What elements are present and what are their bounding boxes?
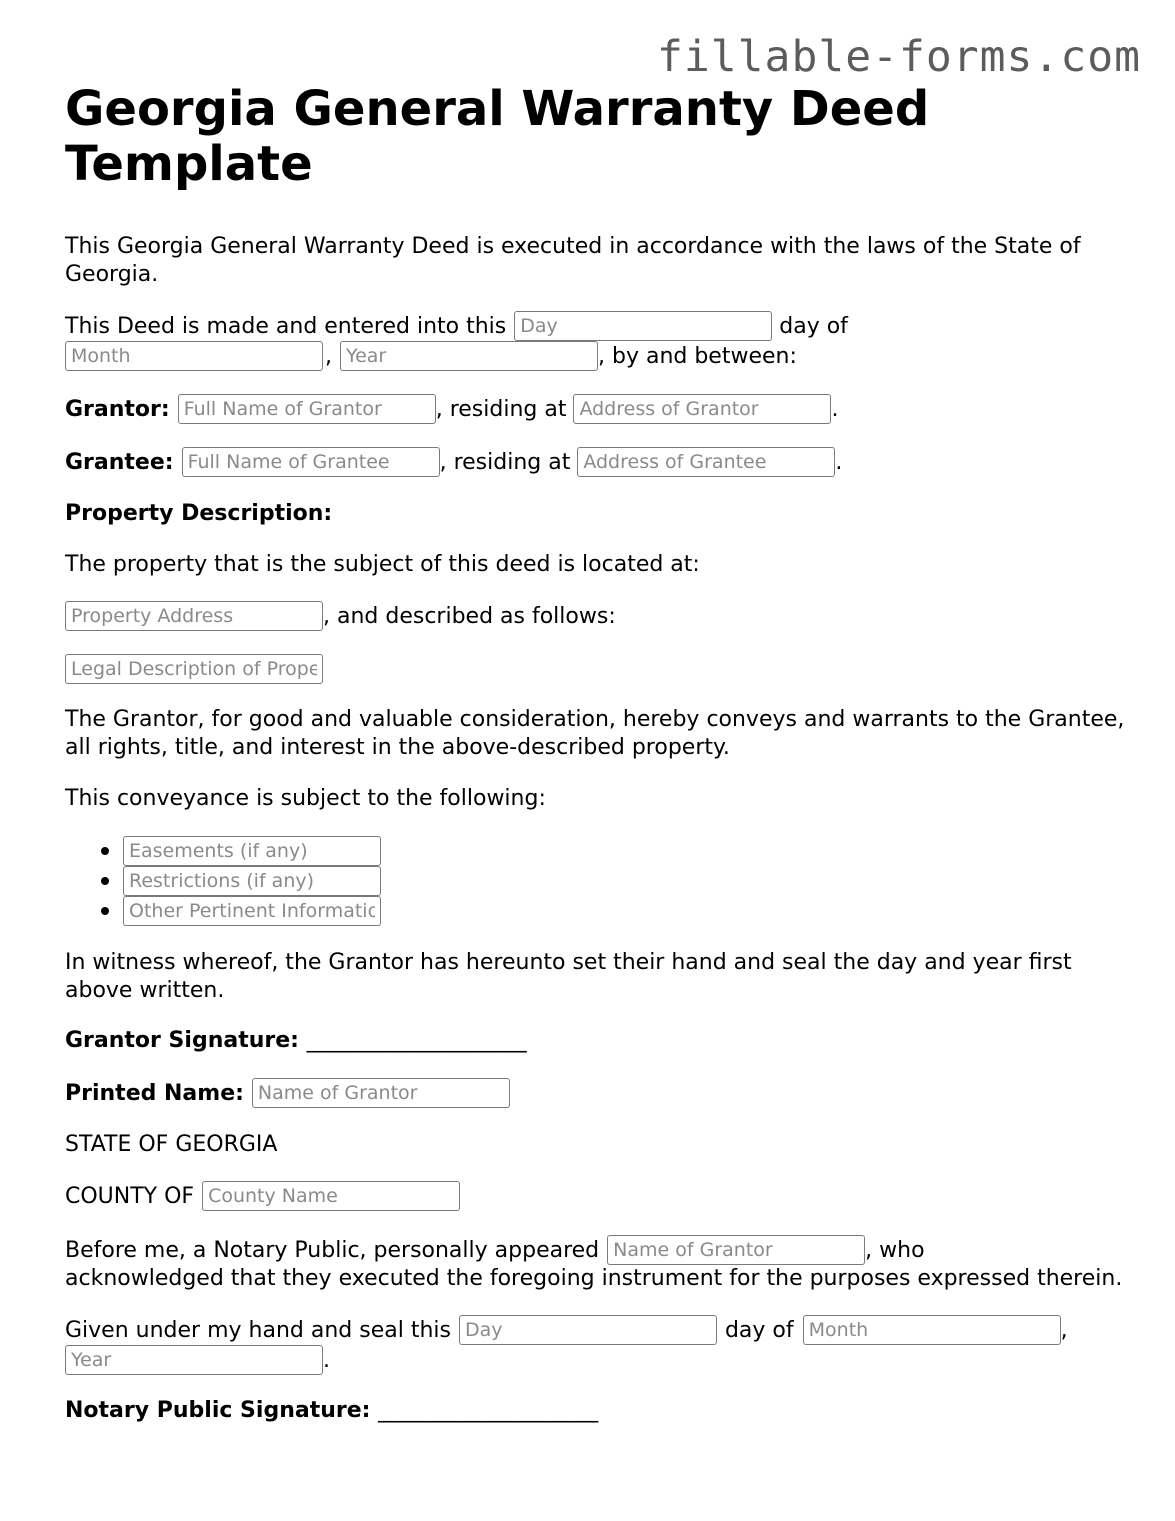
notary-clause-who: , who xyxy=(865,1237,925,1263)
printed-name-line xyxy=(65,1078,1125,1108)
grantee-residing-text: , residing at xyxy=(439,449,571,475)
given-clause xyxy=(65,1315,1125,1375)
grantee-label: Grantee: xyxy=(65,449,174,475)
watermark: fillable-forms.com xyxy=(657,32,1141,82)
list-item xyxy=(123,836,1125,866)
deed-month-input[interactable] xyxy=(65,341,323,371)
witness-text: In witness whereof, the Grantor has hereunto set their hand and seal the day and year first above written. xyxy=(65,950,1072,1003)
notary-clause xyxy=(65,1235,1125,1293)
list-item xyxy=(123,866,1125,896)
subject-text: This conveyance is subject to the following: xyxy=(65,786,546,811)
property-heading: Property Description: xyxy=(65,501,333,526)
restrictions-input[interactable] xyxy=(123,866,381,896)
grantor-line xyxy=(65,394,1125,424)
county-line xyxy=(65,1181,1125,1211)
deed-year-input[interactable] xyxy=(340,341,598,371)
grantor-address-input[interactable] xyxy=(573,394,831,424)
list-item xyxy=(123,896,1125,926)
state-text: STATE OF GEORGIA xyxy=(65,1132,278,1157)
grantor-signature-blank[interactable]: ____________________ xyxy=(306,1028,527,1053)
notary-month-input[interactable] xyxy=(803,1315,1061,1345)
given-end-period: . xyxy=(323,1347,330,1373)
comma-text: , xyxy=(325,343,332,369)
other-info-input[interactable] xyxy=(123,896,381,926)
date-clause xyxy=(65,311,1125,371)
grantee-name-input[interactable] xyxy=(182,447,440,477)
notary-signature-blank[interactable]: ____________________ xyxy=(378,1398,599,1423)
grantor-label: Grantor: xyxy=(65,396,170,422)
deed-day-input[interactable] xyxy=(514,311,772,341)
grantee-line xyxy=(65,447,1125,477)
grantor-signature-label: Grantor Signature: xyxy=(65,1028,299,1053)
grantor-signature-line xyxy=(65,1027,1125,1055)
intro-text: This Georgia General Warranty Deed is executed in accordance with the laws of the State of Georgia. xyxy=(65,234,1081,287)
printed-name-label: Printed Name: xyxy=(65,1080,244,1106)
date-clause-suffix: , by and between: xyxy=(598,343,797,369)
notary-signature-label: Notary Public Signature: xyxy=(65,1398,371,1423)
property-described-text: , and described as follows: xyxy=(323,603,616,629)
grantor-name-input[interactable] xyxy=(178,394,436,424)
property-address-line xyxy=(65,601,1125,631)
grantor-residing-text: , residing at xyxy=(435,396,567,422)
subject-list xyxy=(65,836,1125,926)
conveyance-text: The Grantor, for good and valuable consideration, hereby conveys and warrants to the Grantee, all rights, title, and interest in the above-described property. xyxy=(65,707,1125,760)
legal-description-line xyxy=(65,654,1125,684)
grantee-address-input[interactable] xyxy=(577,447,835,477)
deed-form xyxy=(65,82,1125,1425)
given-clause-prefix: Given under my hand and seal this xyxy=(65,1317,451,1343)
day-of-text: day of xyxy=(779,313,848,339)
date-clause-prefix: This Deed is made and entered into this xyxy=(65,313,507,339)
notary-grantor-name-input[interactable] xyxy=(607,1235,865,1265)
county-name-input[interactable] xyxy=(202,1181,460,1211)
notary-clause-rest: acknowledged that they executed the foregoing instrument for the purposes expressed therein. xyxy=(65,1266,1123,1291)
notary-year-input[interactable] xyxy=(65,1345,323,1375)
property-located-text: The property that is the subject of this deed is located at: xyxy=(65,552,700,577)
county-label: COUNTY OF xyxy=(65,1183,195,1209)
page-title: Georgia General Warranty Deed Template xyxy=(65,81,930,192)
printed-name-input[interactable] xyxy=(252,1078,510,1108)
grantor-end-period: . xyxy=(831,396,839,422)
notary-signature-line xyxy=(65,1397,1125,1425)
easements-input[interactable] xyxy=(123,836,381,866)
property-address-input[interactable] xyxy=(65,601,323,631)
grantee-end-period: . xyxy=(835,449,843,475)
notary-day-input[interactable] xyxy=(459,1315,717,1345)
notary-clause-prefix: Before me, a Notary Public, personally appeared xyxy=(65,1237,600,1263)
legal-description-input[interactable] xyxy=(65,654,323,684)
given-comma-text: , xyxy=(1060,1317,1068,1343)
given-day-of-text: day of xyxy=(724,1317,794,1343)
